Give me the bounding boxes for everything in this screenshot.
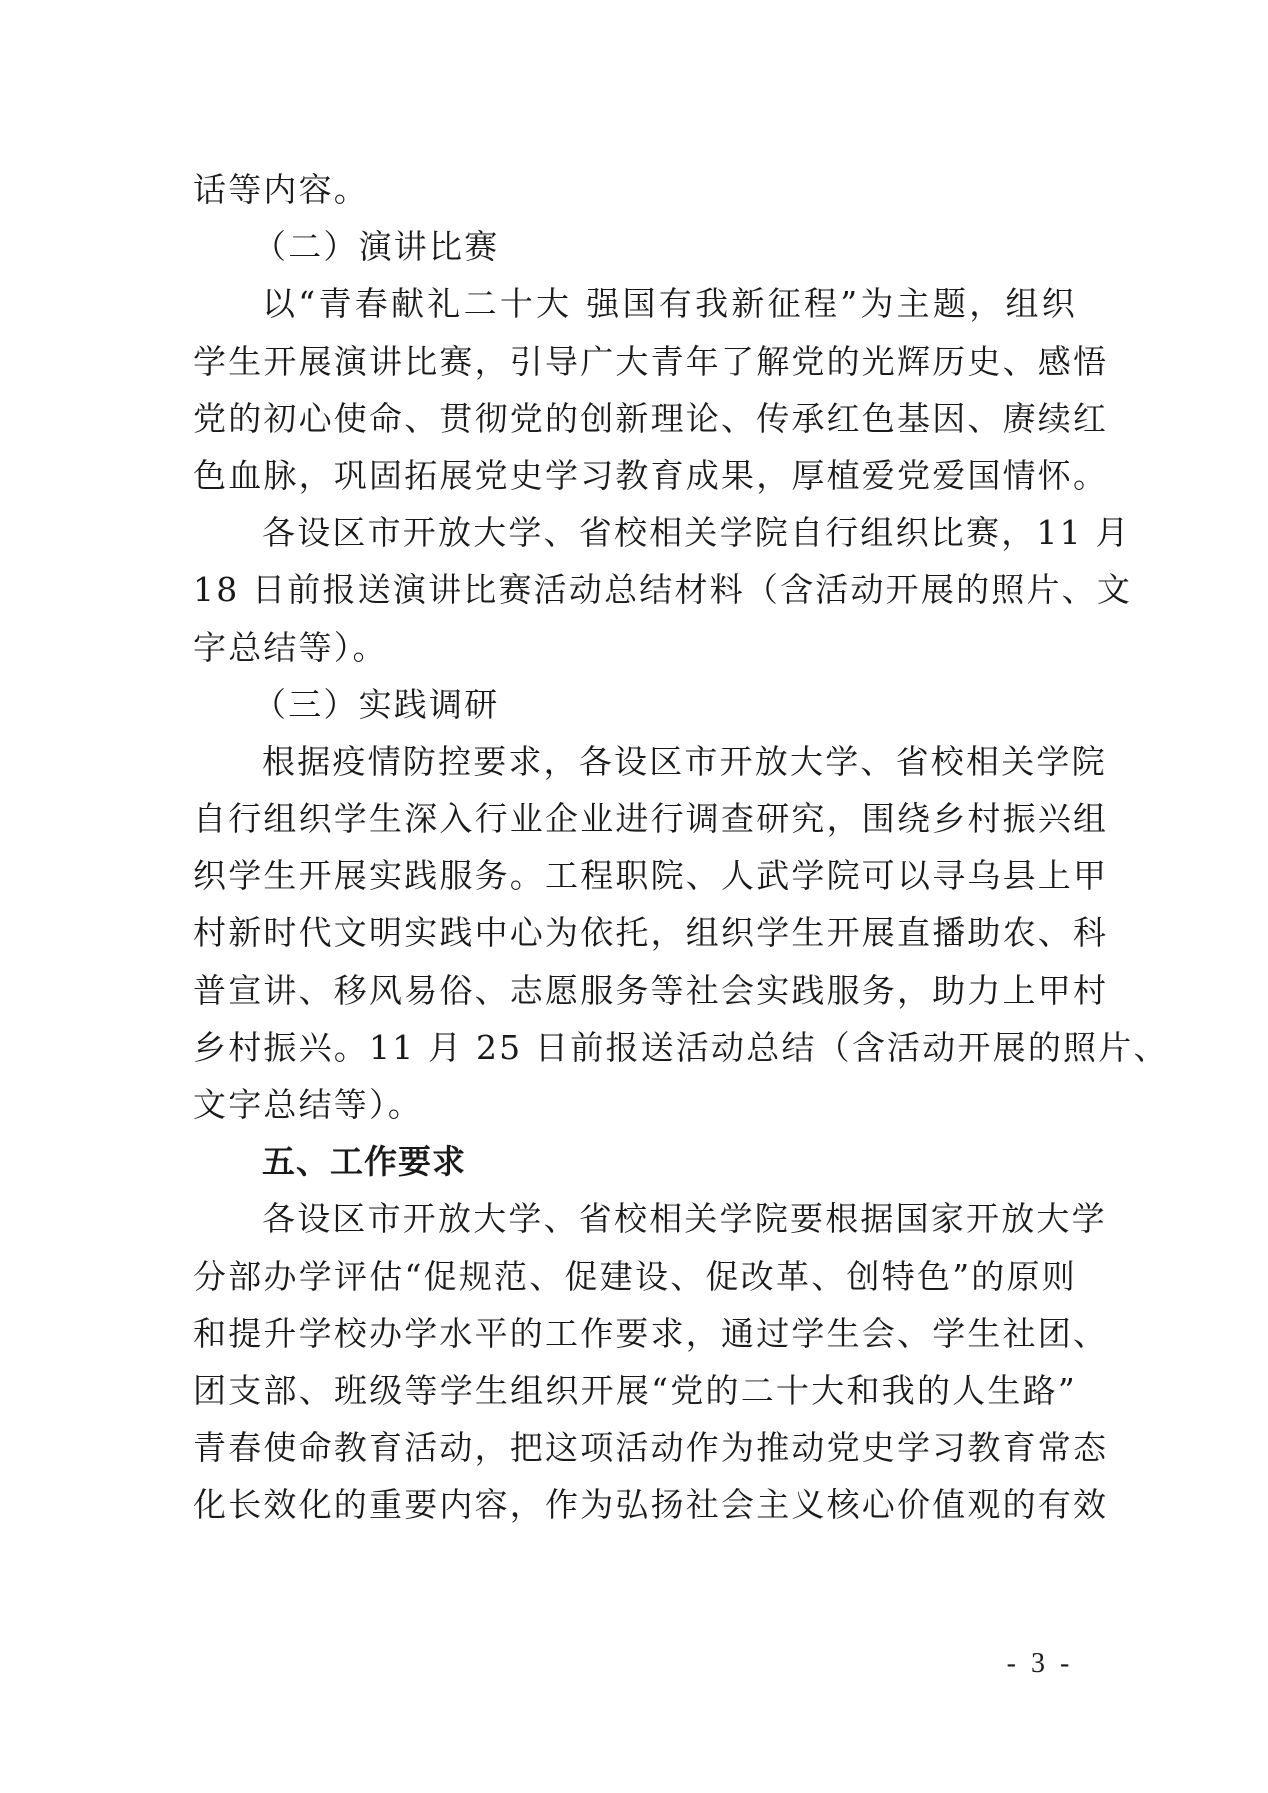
paragraph-line: 普宣讲、移风易俗、志愿服务等社会实践服务，助力上甲村 [193, 970, 1109, 1010]
paragraph-line: 各设区市开放大学、省校相关学院要根据国家开放大学 [262, 1199, 1107, 1239]
paragraph-line: 学生开展演讲比赛，引导广大青年了解党的光辉历史、感悟 [193, 341, 1109, 381]
page-number: - 3 - [1006, 1648, 1074, 1679]
paragraph-line: 文字总结等）。 [193, 1085, 423, 1124]
paragraph-line: 字总结等）。 [193, 627, 388, 667]
paragraph-line: 织学生开展实践服务。工程职院、人武学院可以寻乌县上甲 [193, 856, 1109, 896]
paragraph-line: 根据疫情防控要求，各设区市开放大学、省校相关学院 [262, 741, 1107, 781]
paragraph-line-continuation: 话等内容。 [193, 170, 369, 209]
paragraph-line: 以“青春献礼二十大 强国有我新征程”为主题，组织 [262, 284, 1077, 324]
paragraph-line: 色血脉，巩固拓展党史学习教育成果，厚植爱党爱国情怀。 [193, 455, 1109, 495]
paragraph-line: 各设区市开放大学、省校相关学院自行组织比赛，11 月 [262, 513, 1131, 553]
section-heading-speech-contest: （二）演讲比赛 [253, 227, 500, 267]
paragraph-line: 党的初心使命、贯彻党的创新理论、传承红色基因、赓续红 [193, 398, 1109, 438]
paragraph-line: 分部办学评估“促规范、促建设、促改革、创特色”的原则 [193, 1256, 1077, 1296]
paragraph-line: 青春使命教育活动，把这项活动作为推动党史学习教育常态 [193, 1428, 1109, 1468]
document-body [193, 161, 1169, 1534]
paragraph-line: 和提升学校办学水平的工作要求，通过学生会、学生社团、 [193, 1313, 1109, 1353]
section-heading-practice-research: （三）实践调研 [253, 684, 500, 724]
section-heading-work-requirements: 五、工作要求 [262, 1142, 466, 1182]
paragraph-line: 村新时代文明实践中心为依托，组织学生开展直播助农、科 [193, 913, 1109, 953]
paragraph-line: 乡村振兴。11 月 25 日前报送活动总结（含活动开展的照片、 [193, 1027, 1169, 1067]
paragraph-line: 自行组织学生深入行业企业进行调查研究，围绕乡村振兴组 [193, 799, 1109, 839]
paragraph-line: 18 日前报送演讲比赛活动总结材料（含活动开展的照片、文 [193, 570, 1133, 610]
paragraph-line: 化长效化的重要内容，作为弘扬社会主义核心价值观的有效 [193, 1485, 1109, 1525]
paragraph-line: 团支部、班级等学生组织开展“党的二十大和我的人生路” [193, 1370, 1077, 1410]
